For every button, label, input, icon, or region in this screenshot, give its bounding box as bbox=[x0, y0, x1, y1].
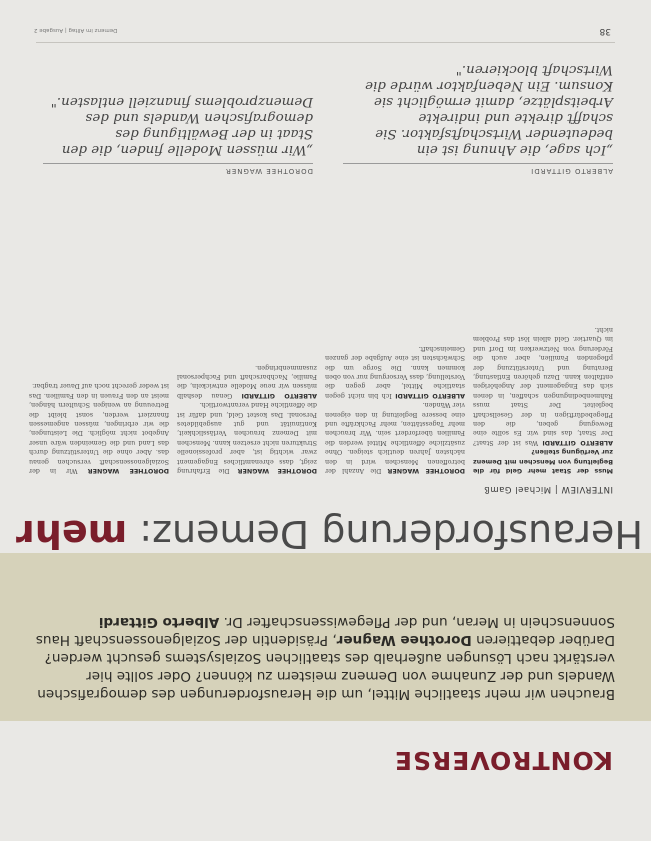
header-rule bbox=[36, 42, 615, 43]
pull-quote-gittardi bbox=[343, 61, 613, 175]
speaker-label: ALBERTO GITTARDI bbox=[241, 391, 317, 400]
quote-label: ALBERTO GITTARDI bbox=[530, 167, 613, 175]
byline: INTERVIEW | Michael Gamß bbox=[483, 484, 613, 494]
column-text: Was ist der Staat? Der Staat, das sind wir. Es sollte eine Bewegung geben, die den Pflegebedürftigen in der Gesellschaft begleitet. Der Staat muss Rahmenbedingungen schaffen, in denen sich das Engagement der Angehörigen entfalten kann. Dazu gehören Entlastung, Beratung und Unterstützung der pflegenden Familien, aber auch die Förderung von Netzwerken im Dorf und im Quartier. Geld allein löst das Problem nicht. bbox=[473, 325, 613, 447]
quote-label: DOROTHEE WAGNER bbox=[224, 167, 313, 175]
text-column-4 bbox=[29, 185, 169, 475]
pull-quote-wagner bbox=[43, 93, 313, 175]
intro-name-gittardi: Alberto Gittardi bbox=[98, 614, 220, 630]
quote-text: „Wir müssen Modelle finden, die den Staat in der Bewältigung des demografischen Wandels und des Demenzproblems finanziell entlasten." bbox=[50, 94, 313, 157]
speaker-label: DOROTHEE WAGNER bbox=[87, 467, 169, 475]
quote-rule bbox=[343, 163, 613, 164]
intro-lead: Brauchen wir mehr staatliche Mittel, um die Herausforderungen des demografischen Wandels und der Zunahme von Demenz meistern zu können? Oder sollte hier verstärkt nach Lösungen außerhalb des staatlichen Sozialsystems gesucht werden? Darüber debattieren bbox=[37, 632, 615, 702]
column-text: Die Erfahrung zeigt, dass ehrenamtliches Engagement zwar wichtig ist, aber professionelle Strukturen nicht ersetzen kann. Menschen mit Demenz brauchen Verlässlichkeit, Kontinuität und gut ausgebildetes Personal. Das kostet Geld, und dafür ist die öffentliche Hand verantwortlich. bbox=[177, 401, 317, 475]
speaker-label: ALBERTO GITTARDI bbox=[542, 438, 613, 447]
intro-text bbox=[25, 613, 615, 703]
column-text: Ich bin nicht gegen staatliche Mittel, aber gegen die Vorstellung, dass Versorgung nur von oben kommen kann. Die Sorge um die Schwächsten ist eine Aufgabe der ganzen Gemeinschaft. bbox=[325, 344, 465, 400]
headline-accent: mehr bbox=[16, 512, 128, 556]
quote-text: „Ich sage, die Ahnung ist ein bedeutender Wirtschaftsfaktor. Sie schafft direkte und indirekte Arbeitsplätze, damit ermöglicht sie Konsum. Ein Nebenfaktor würde die Wirtschaft blockieren." bbox=[365, 62, 613, 157]
text-column-3 bbox=[177, 185, 317, 475]
speaker-label: DOROTHEE WAGNER bbox=[387, 467, 465, 475]
speaker-label: ALBERTO GITTARDI bbox=[395, 391, 465, 400]
article-headline bbox=[0, 511, 643, 557]
column-text: Die Anzahl der betroffenen Menschen wird in den nächsten Jahren deutlich steigen. Ohne zusätzliche öffentliche Mittel werden die Familien überfordert sein. Wir brauchen mehr Tagesstätten, mehr Fachkräfte und eine bessere Begleitung in den eigenen vier Wänden. bbox=[325, 401, 465, 475]
intro-mid: , Präsidentin der Sozialgenossenschaft Haus Sonnenschein in Meran, und der Pflegewissenschafter Dr. bbox=[35, 614, 615, 648]
column-text: Genau deshalb müssen wir neue Modelle entwickeln, die Familie, Nachbarschaft und Fachpersonal zusammenbringen. bbox=[177, 363, 317, 400]
speaker-label: DOROTHEE WAGNER bbox=[237, 467, 317, 475]
column-text: Wir in der Sozialgenossenschaft versuchen genau das. Aber ohne die Unterstützung durch das Land und die Gemeinden wäre unser Angebot nicht möglich. Die Leistungen, die wir erbringen, müssen angemessen finanziert werden, sonst bleibt die Betreuung an wenigen Schultern hängen, meist an den Frauen in den Familien. Das ist weder gerecht noch auf Dauer tragbar. bbox=[29, 382, 169, 475]
section-brand: KONTROVERSE bbox=[393, 746, 613, 775]
intro-name-wagner: Dorothee Wagner bbox=[336, 632, 472, 648]
headline-main: Herausforderung Demenz: bbox=[139, 512, 643, 556]
page-number: 38 bbox=[599, 26, 611, 36]
text-column-1 bbox=[473, 185, 613, 475]
footer-line: Demenz im Alltag | Ausgabe 2 bbox=[34, 27, 118, 33]
column-question: Muss der Staat mehr Geld für die Begleitung von Menschen mit Demenz zur Verfügung stellen? bbox=[473, 448, 613, 475]
text-column-2 bbox=[325, 185, 465, 475]
quote-rule bbox=[43, 163, 313, 164]
